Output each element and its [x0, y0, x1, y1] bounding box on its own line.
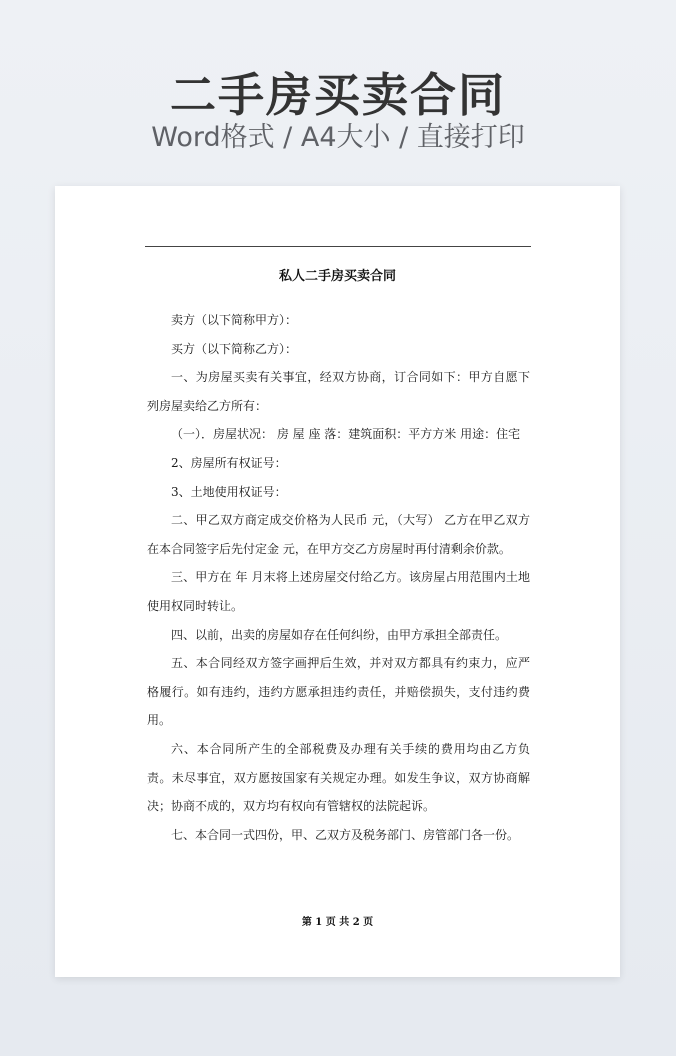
banner-subtitle: Word格式 / A4大小 / 直接打印 — [151, 122, 525, 153]
document-title: 私人二手房买卖合同 — [278, 269, 396, 284]
document-body — [147, 306, 530, 849]
banner-title: 二手房买卖合同 — [170, 68, 506, 122]
paragraph-clause-6: 六、本合同所产生的全部税费及办理有关手续的费用均由乙方负责。未尽事宜，双方愿按国家有关规定办理。如发生争议，双方协商解决；协商不成的，双方均有权向有管辖权的法院起诉。 — [147, 741, 530, 814]
document-page — [55, 186, 620, 977]
header-rule — [145, 246, 531, 247]
paragraph-buyer: 买方（以下简称乙方）： — [171, 341, 298, 356]
paragraph-seller: 卖方（以下简称甲方）： — [171, 313, 298, 327]
paragraph-property-status: （一）．房屋状况： 房 屋 座 落：建筑面积：平方方米 用途：住宅 — [171, 427, 521, 442]
paragraph-ownership-cert: 2、房屋所有权证号： — [171, 455, 287, 470]
paragraph-clause-4: 四、以前，出卖的房屋如存在任何纠纷，由甲方承担全部责任。 — [171, 627, 508, 642]
paragraph-clause-1: 一、为房屋买卖有关事宜，经双方协商，订合同如下：甲方自愿下列房屋卖给乙方所有： — [147, 370, 530, 413]
paragraph-clause-3: 三、甲方在 年 月末将上述房屋交付给乙方。该房屋占用范围内土地使用权同时转让。 — [147, 570, 530, 613]
paragraph-land-cert: 3、土地使用权证号： — [171, 484, 287, 499]
page-number: 第 1 页 共 2 页 — [301, 917, 374, 928]
paragraph-clause-5: 五、本合同经双方签字画押后生效，并对双方都具有约束力，应严格履行。如有违约，违约方愿承担违约责任，并赔偿损失，支付违约费用。 — [147, 656, 530, 728]
paragraph-clause-7: 七、本合同一式四份，甲、乙双方及税务部门、房管部门各一份。 — [171, 827, 520, 842]
paragraph-clause-2: 二、甲乙双方商定成交价格为人民币 元，（大写） 乙方在甲乙双方在本合同签字后先付定金 元，在甲方交乙方房屋时再付清剩余价款。 — [147, 513, 530, 556]
